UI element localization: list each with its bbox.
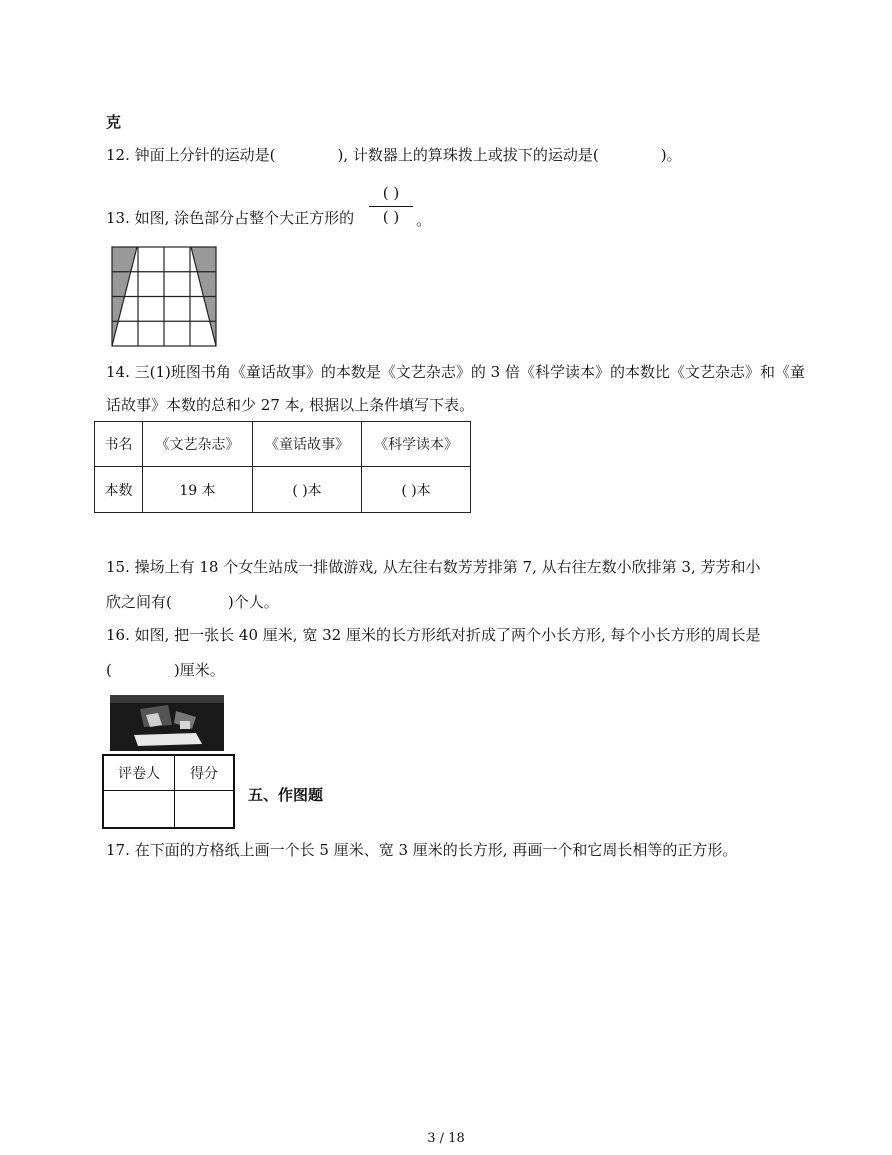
question-16-line-2 bbox=[106, 660, 225, 680]
table-header-cell: 书名 bbox=[95, 422, 143, 467]
section-5-heading: 五、作图题 bbox=[248, 786, 324, 804]
grader-score-table bbox=[102, 754, 235, 829]
table-header-row bbox=[95, 422, 471, 467]
question-16-line-1: 16. 如图, 把一张长 40 厘米, 宽 32 厘米的长方形纸对折成了两个小长方形, 每个小长方形的周长是 bbox=[106, 626, 761, 644]
score-cell[interactable] bbox=[175, 790, 235, 828]
page-number: 3 / 18 bbox=[427, 1131, 465, 1146]
q13-fraction-blank[interactable] bbox=[367, 184, 415, 228]
folding-paper-photo bbox=[110, 695, 224, 751]
previous-question-tail: 克 bbox=[106, 113, 122, 131]
score-label: 得分 bbox=[175, 755, 235, 790]
question-15-line-1: 15. 操场上有 18 个女生站成一排做游戏, 从左往右数芳芳排第 7, 从右往左数小欣排第 3, 芳芳和小 bbox=[106, 558, 761, 576]
book-count-table bbox=[94, 421, 471, 513]
grader-header-row bbox=[103, 755, 234, 790]
table-header-cell: 《科学读本》 bbox=[362, 422, 471, 467]
q15-text-b: )个人。 bbox=[227, 593, 279, 611]
fraction-bar bbox=[369, 206, 413, 207]
q13-grid-figure bbox=[111, 246, 217, 347]
q12-text-a: 12. 钟面上分针的运动是( bbox=[106, 146, 276, 164]
question-13: 13. 如图, 涂色部分占整个大正方形的 bbox=[106, 209, 355, 227]
q12-text-c: )。 bbox=[660, 146, 682, 164]
q16-text-b: )厘米。 bbox=[173, 661, 225, 679]
q13-numerator[interactable]: ( ) bbox=[382, 184, 400, 202]
table-cell: 19 本 bbox=[143, 467, 253, 513]
q15-text-a: 欣之间有( bbox=[106, 593, 172, 611]
q16-text-a: ( bbox=[106, 661, 112, 679]
question-17: 17. 在下面的方格纸上画一个长 5 厘米、宽 3 厘米的长方形, 再画一个和它周长相等的正方形。 bbox=[106, 841, 738, 859]
table-cell: 本数 bbox=[95, 467, 143, 513]
table-cell-blank[interactable]: ( )本 bbox=[253, 467, 362, 513]
grader-cell[interactable] bbox=[103, 790, 175, 828]
table-header-cell: 《文艺杂志》 bbox=[143, 422, 253, 467]
question-14-line-1: 14. 三(1)班图书角《童话故事》的本数是《文艺杂志》的 3 倍《科学读本》的本数比《文艺杂志》和《童 bbox=[106, 363, 805, 381]
grader-input-row bbox=[103, 790, 234, 828]
q13-end: 。 bbox=[416, 211, 432, 229]
question-12 bbox=[106, 145, 682, 165]
q13-denominator[interactable]: ( ) bbox=[382, 208, 400, 226]
table-cell-blank[interactable]: ( )本 bbox=[362, 467, 471, 513]
table-row bbox=[95, 467, 471, 513]
question-15-line-2 bbox=[106, 592, 279, 612]
q12-text-b: ), 计数器上的算珠拨上或拔下的运动是( bbox=[337, 146, 599, 164]
table-header-cell: 《童话故事》 bbox=[253, 422, 362, 467]
grader-label: 评卷人 bbox=[103, 755, 175, 790]
question-14-line-2: 话故事》本数的总和少 27 本, 根据以上条件填写下表。 bbox=[106, 396, 475, 414]
